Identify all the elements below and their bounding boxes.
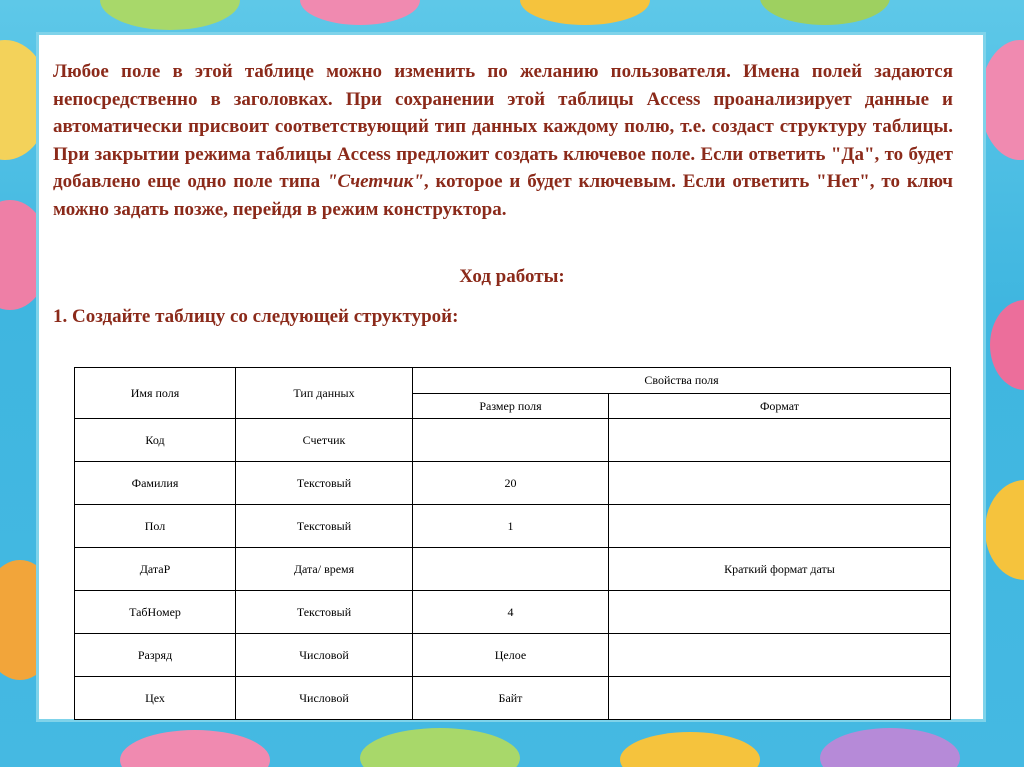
cell-name: ДатаР (75, 548, 236, 591)
cell-name: Разряд (75, 634, 236, 677)
pink-shape (980, 40, 1024, 160)
yellow-shape-right (985, 480, 1024, 580)
intro-paragraph: Любое поле в этой таблице можно изменить по желанию пользователя. Имена полей задаются непосредственно в заголовках. При сохранении этой таблицы Access проанализирует данные и автоматически присвоит соответствующий тип данных каждому полю, т.е. создаст структуру таблицы. При закрытии режима таблицы Access предложит создать ключевое поле. Если ответить "Да", то будет добавлено еще одно поле типа "Счетчик", которое и будет ключевым. Если ответить "Нет", то ключ можно задать позже, перейдя в режим конструктора. (53, 61, 953, 220)
cell-format (609, 462, 951, 505)
cell-name: Пол (75, 505, 236, 548)
pink-shape-top (300, 0, 420, 25)
table-row (75, 548, 951, 591)
purple-shape-bottom (820, 728, 960, 767)
cell-format (609, 677, 951, 720)
cell-name: Фамилия (75, 462, 236, 505)
header-format: Формат (609, 394, 951, 419)
header-field-size: Размер поля (413, 394, 609, 419)
cell-type: Дата/ время (236, 548, 413, 591)
cell-name: ТабНомер (75, 591, 236, 634)
counter-type-label: "Счетчик" (326, 171, 424, 192)
table-row (75, 591, 951, 634)
cell-format (609, 591, 951, 634)
cell-name: Цех (75, 677, 236, 720)
table-row (75, 462, 951, 505)
cell-type: Счетчик (236, 419, 413, 462)
cell-format (609, 634, 951, 677)
table-row (75, 677, 951, 720)
yellow-shape-top (520, 0, 650, 25)
cell-name: Код (75, 419, 236, 462)
cell-size: Байт (413, 677, 609, 720)
pink-shape-bottom (120, 730, 270, 767)
cell-type: Числовой (236, 634, 413, 677)
green-shape-top (100, 0, 240, 30)
green-shape-top-right (760, 0, 890, 25)
cell-format (609, 505, 951, 548)
cell-format: Краткий формат даты (609, 548, 951, 591)
step-1-instruction: 1. Создайте таблицу со следующей структурой: (53, 306, 459, 327)
cell-format (609, 419, 951, 462)
cell-size: 1 (413, 505, 609, 548)
header-field-name: Имя поля (75, 368, 236, 419)
cell-size: 4 (413, 591, 609, 634)
cell-size: 20 (413, 462, 609, 505)
cell-type: Текстовый (236, 462, 413, 505)
header-data-type: Тип данных (236, 368, 413, 419)
section-heading: Ход работы: (459, 266, 565, 287)
cell-type: Числовой (236, 677, 413, 720)
pink-shape-right (990, 300, 1024, 390)
yellow-shape-bottom (620, 732, 760, 767)
cell-type: Текстовый (236, 591, 413, 634)
table-row (75, 419, 951, 462)
cell-size (413, 548, 609, 591)
header-field-properties: Свойства поля (413, 368, 951, 394)
structure-table (74, 367, 951, 720)
cell-type: Текстовый (236, 505, 413, 548)
cell-size (413, 419, 609, 462)
green-shape-bottom (360, 728, 520, 767)
cell-size: Целое (413, 634, 609, 677)
table-row (75, 634, 951, 677)
table-row (75, 505, 951, 548)
